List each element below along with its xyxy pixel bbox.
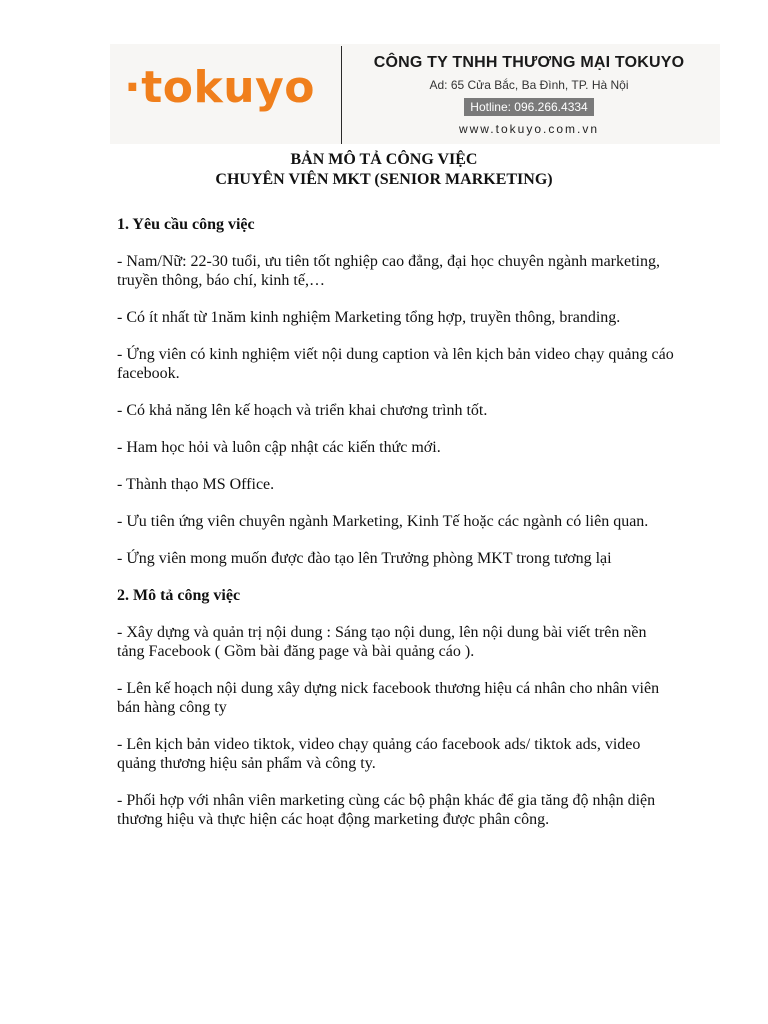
requirement-item: - Nam/Nữ: 22-30 tuổi, ưu tiên tốt nghiệp cao đẳng, đại học chuyên ngành marketing, truyền thông, báo chí, kinh tế,… xyxy=(117,253,660,289)
title-line-2: CHUYÊN VIÊN MKT (SENIOR MARKETING) xyxy=(215,171,553,188)
requirement-item: - Ứng viên có kinh nghiệm viết nội dung caption và lên kịch bản video chạy quảng cáo facebook. xyxy=(117,346,674,382)
company-website: www.tokuyo.com.vn xyxy=(458,122,600,136)
company-name: CÔNG TY TNHH THƯƠNG MẠI TOKUYO xyxy=(373,54,685,71)
duty-item: - Phối hợp với nhân viên marketing cùng các bộ phận khác để gia tăng độ nhận diện thương hiệu và thực hiện các hoạt động marketing được phân công. xyxy=(117,792,656,828)
duty-item: - Lên kế hoạch nội dung xây dựng nick facebook thương hiệu cá nhân cho nhân viên bán hàng công ty xyxy=(117,680,660,716)
company-address: Ad: 65 Cửa Bắc, Ba Đình, TP. Hà Nội xyxy=(429,78,629,92)
header-divider xyxy=(341,46,342,144)
section-heading-requirements: 1. Yêu cầu công việc xyxy=(117,216,255,233)
document-title xyxy=(0,150,768,190)
duty-item: - Lên kịch bản video tiktok, video chạy quảng cáo facebook ads/ tiktok ads, video quảng thương hiệu sản phẩm và công ty. xyxy=(117,736,641,772)
requirement-item: - Có ít nhất từ 1năm kinh nghiệm Marketing tổng hợp, truyền thông, branding. xyxy=(117,309,621,326)
duty-item: - Xây dựng và quản trị nội dung : Sáng tạo nội dung, lên nội dung bài viết trên nền tảng Facebook ( Gồm bài đăng page và bài quảng cáo ). xyxy=(117,624,647,660)
requirement-item: - Ham học hỏi và luôn cập nhật các kiến thức mới. xyxy=(117,439,441,456)
company-info xyxy=(346,54,712,136)
requirement-item: - Ưu tiên ứng viên chuyên ngành Marketing, Kinh Tế hoặc các ngành có liên quan. xyxy=(117,513,649,530)
requirement-item: - Ứng viên mong muốn được đào tạo lên Trưởng phòng MKT trong tương lại xyxy=(117,550,612,567)
hotline-badge: Hotline: 096.266.4334 xyxy=(464,98,593,116)
letterhead xyxy=(110,44,720,144)
section-heading-job-description: 2. Mô tả công việc xyxy=(117,587,241,604)
requirement-item: - Thành thạo MS Office. xyxy=(117,476,275,493)
requirement-item: - Có khả năng lên kế hoạch và triển khai chương trình tốt. xyxy=(117,402,488,419)
title-line-1: BẢN MÔ TẢ CÔNG VIỆC xyxy=(290,151,478,168)
document-body xyxy=(117,215,677,847)
company-logo: ·tokuyo xyxy=(124,62,315,113)
